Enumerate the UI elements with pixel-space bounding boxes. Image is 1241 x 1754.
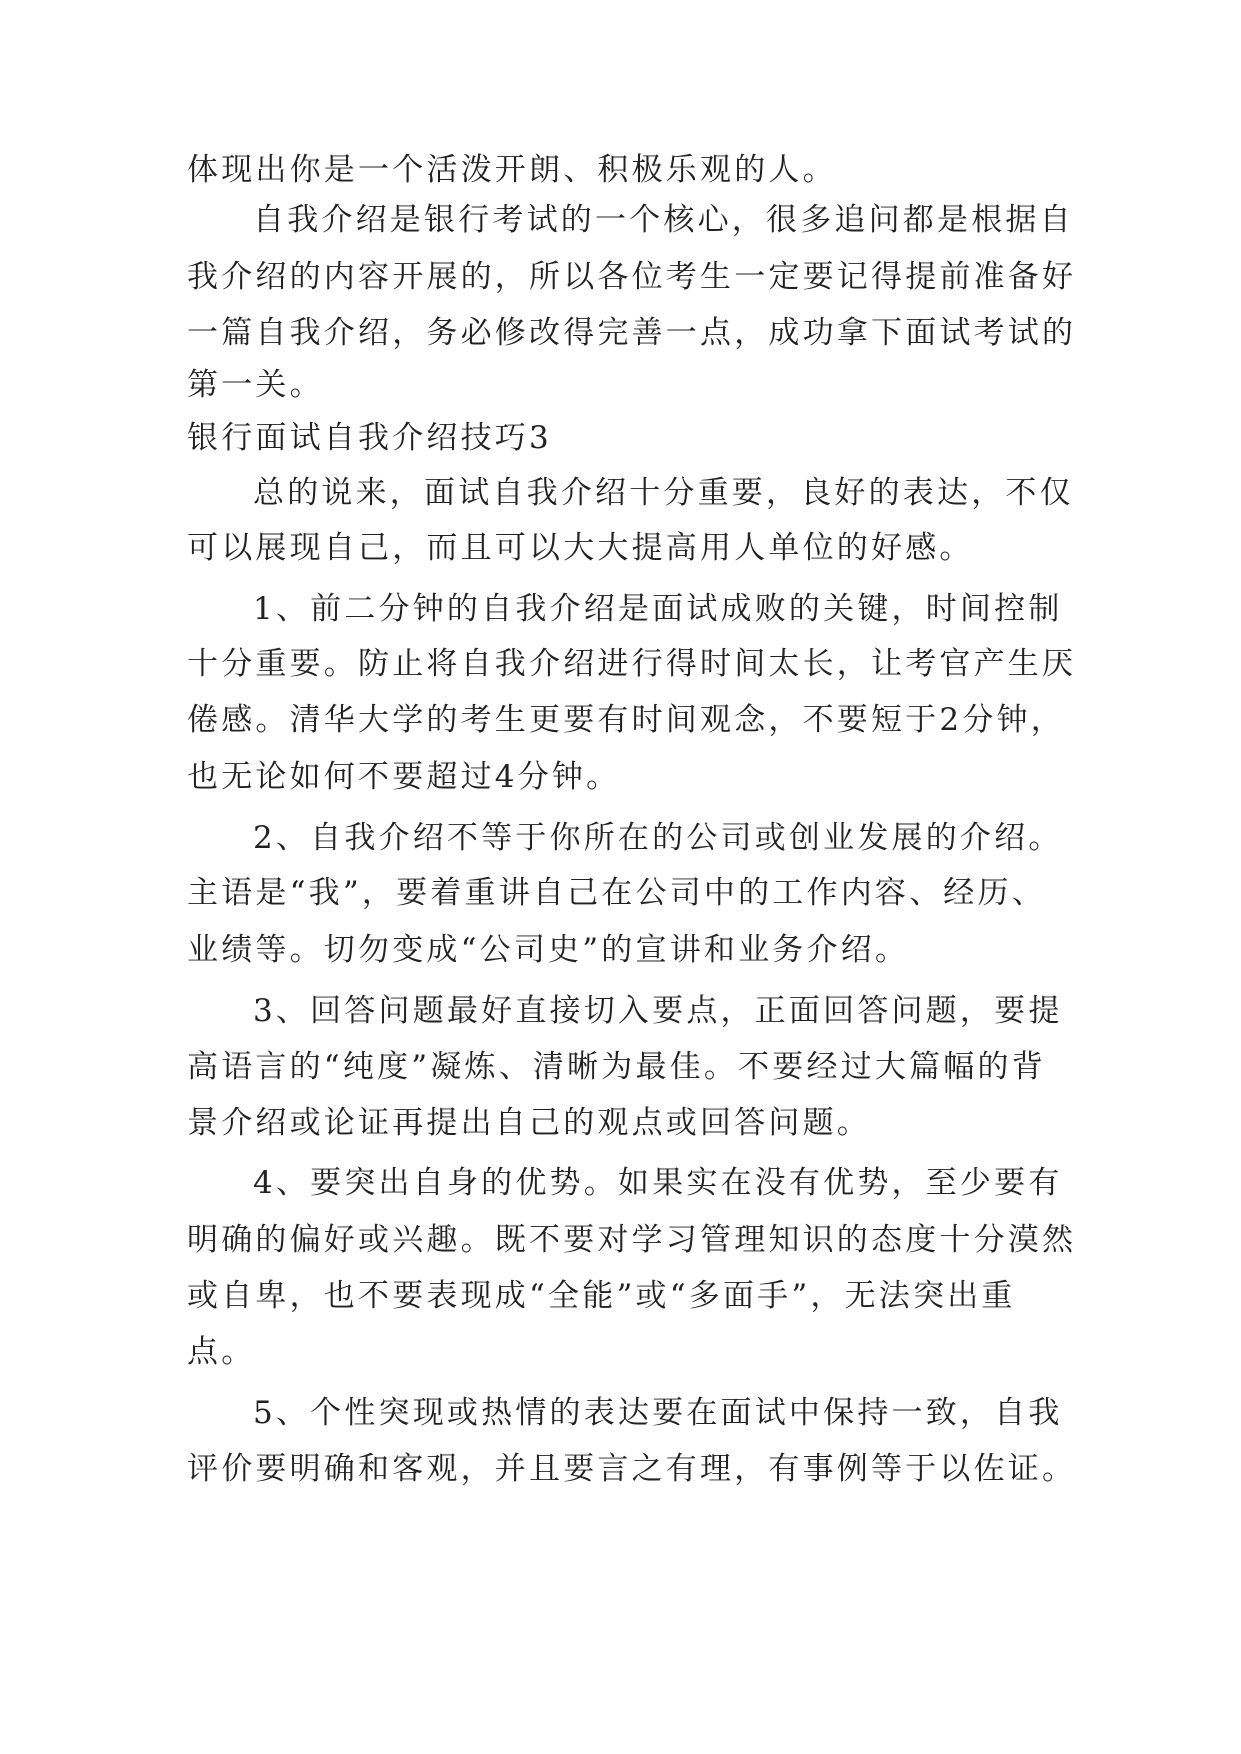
section-heading: 银行面试自我介绍技巧3	[187, 420, 552, 456]
text-line: 也无论如何不要超过4分钟。	[187, 759, 621, 795]
text-line: 明确的偏好或兴趣。既不要对学习管理知识的态度十分漠然	[187, 1222, 1077, 1258]
text-line: 高语言的“纯度”凝炼、清晰为最佳。不要经过大篇幅的背	[187, 1049, 1046, 1085]
text-line: 总的说来，面试自我介绍十分重要，良好的表达，不仅	[253, 475, 1074, 511]
text-line: 倦感。清华大学的考生更要有时间观念，不要短于2分钟，	[187, 702, 1065, 738]
text-line: 4、要突出自身的优势。如果实在没有优势，至少要有	[253, 1165, 1063, 1201]
text-line: 可以展现自己，而且可以大大提高用人单位的好感。	[187, 530, 974, 566]
text-line: 一篇自我介绍，务必修改得完善一点，成功拿下面试考试的	[187, 315, 1077, 351]
text-line: 1、前二分钟的自我介绍是面试成败的关键，时间控制	[253, 591, 1063, 627]
text-line: 评价要明确和客观，并且要言之有理，有事例等于以佐证。	[187, 1451, 1077, 1487]
text-line: 景介绍或论证再提出自己的观点或回答问题。	[187, 1105, 871, 1141]
text-line: 体现出你是一个活泼开朗、积极乐观的人。	[187, 152, 837, 188]
text-line: 自我介绍是银行考试的一个核心，很多追问都是根据自	[253, 202, 1074, 238]
text-line: 2、自我介绍不等于你所在的公司或创业发展的介绍。	[253, 820, 1063, 856]
text-line: 主语是“我”，要着重讲自己在公司中的工作内容、经历、	[187, 875, 1046, 911]
text-line: 十分重要。防止将自我介绍进行得时间太长，让考官产生厌	[187, 646, 1077, 682]
text-line: 第一关。	[187, 367, 324, 403]
text-line: 或自卑，也不要表现成“全能”或“多面手”，无法突出重	[187, 1278, 1016, 1314]
text-line: 3、回答问题最好直接切入要点，正面回答问题，要提	[253, 993, 1063, 1029]
text-line: 业绩等。切勿变成“公司史”的宣讲和业务介绍。	[187, 932, 910, 968]
text-line: 5、个性突现或热情的表达要在面试中保持一致，自我	[253, 1395, 1063, 1431]
text-line: 我介绍的内容开展的，所以各位考生一定要记得提前准备好	[187, 259, 1077, 295]
text-line: 点。	[187, 1334, 256, 1370]
